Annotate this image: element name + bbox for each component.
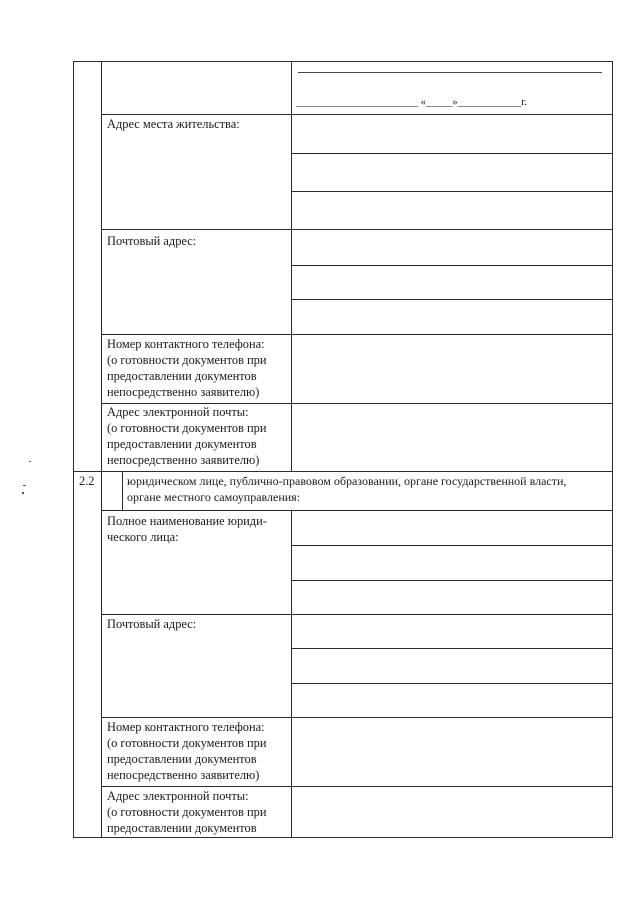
value-line	[291, 299, 613, 300]
section-number: 2.2	[79, 474, 95, 488]
section-heading-line: юридическом лице, публично-правовом образовании, органе государственной власти,	[127, 474, 567, 488]
table-border-left	[73, 61, 74, 838]
phone-label-line: предоставлении документов	[107, 752, 257, 766]
phone-label-line: (о готовности документов при	[107, 353, 267, 367]
phone-label-line: непосредственно заявителю)	[107, 385, 260, 399]
email-label-line: предоставлении документов	[107, 821, 257, 835]
row-divider	[101, 786, 613, 787]
column-divider-sub	[122, 471, 123, 510]
row-divider	[101, 334, 613, 335]
postal-address-label: Почтовый адрес:	[107, 234, 197, 248]
column-divider-value	[291, 61, 292, 471]
phone-label-line: Номер контактного телефона:	[107, 720, 265, 734]
email-label-line: непосредственно заявителю)	[107, 453, 260, 467]
table-border-right	[612, 61, 613, 838]
value-line	[291, 683, 613, 684]
email-label-line: Адрес электронной почты:	[107, 789, 249, 803]
table-border-bottom	[73, 837, 613, 838]
row-divider	[101, 403, 613, 404]
phone-label-line: непосредственно заявителю)	[107, 768, 260, 782]
column-divider-value	[291, 510, 292, 838]
signature-top-line	[298, 72, 602, 73]
value-line	[291, 153, 613, 154]
row-divider	[101, 229, 613, 230]
column-divider-number	[101, 61, 102, 471]
row-divider	[101, 717, 613, 718]
row-divider	[101, 510, 613, 511]
table-border-top	[73, 61, 613, 62]
phone-label-line: Номер контактного телефона:	[107, 337, 265, 351]
legal-name-label-line: ческого лица:	[107, 530, 179, 544]
value-line	[291, 265, 613, 266]
value-line	[291, 191, 613, 192]
value-line	[291, 648, 613, 649]
email-label-line: (о готовности документов при	[107, 805, 267, 819]
phone-label-line: (о готовности документов при	[107, 736, 267, 750]
legal-name-label-line: Полное наименование юриди-	[107, 514, 267, 528]
scan-speck	[22, 492, 24, 494]
row-divider	[101, 614, 613, 615]
column-divider-number	[101, 471, 102, 838]
phone-label-line: предоставлении документов	[107, 369, 257, 383]
email-label-line: Адрес электронной почты:	[107, 405, 249, 419]
value-line	[291, 545, 613, 546]
section-divider	[73, 471, 613, 472]
signature-date-line: _______________________ «_____»____________г.	[296, 96, 527, 108]
email-label-line: предоставлении документов	[107, 437, 257, 451]
value-line	[291, 580, 613, 581]
scan-speck	[23, 485, 26, 486]
email-label-line: (о готовности документов при	[107, 421, 267, 435]
section-heading-line: органе местного самоуправления:	[127, 490, 301, 504]
residence-address-label: Адрес места жительства:	[107, 117, 240, 131]
postal-address-label: Почтовый адрес:	[107, 617, 197, 631]
row-divider	[101, 114, 613, 115]
scan-speck	[29, 461, 31, 462]
